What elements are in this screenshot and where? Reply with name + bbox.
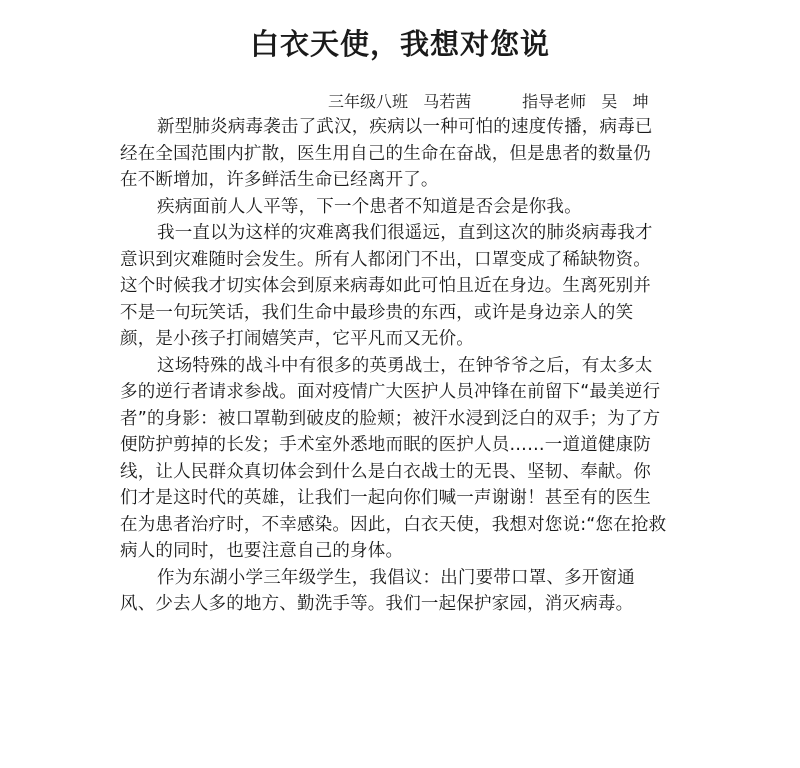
text-line: 们才是这时代的英雄，让我们一起向你们喊一声谢谢！甚至有的医生 [120, 488, 651, 508]
text-line: 新型肺炎病毒袭击了武汉，疾病以一种可怕的速度传播，病毒已 [157, 117, 653, 137]
text-line: 这场特殊的战斗中有很多的英勇战士，在钟爷爷之后，有太多太 [157, 355, 653, 376]
text-line: 线，让人民群众真切体会到什么是白衣战士的无畏、坚韧、奉献。你 [120, 461, 651, 482]
text-line: 经在全国范围内扩散，医生用自己的生命在奋战，但是患者的数量仍 [120, 143, 651, 164]
text-line: 不是一句玩笑话，我们生命中最珍贵的东西，或许是身边亲人的笑 [120, 302, 634, 323]
text-line: 我一直以为这样的灾难离我们很遥远，直到这次的肺炎病毒我才 [157, 223, 653, 243]
text-line: 在为患者治疗时，不幸感染。因此，白衣天使，我想对您说:“您在抢救 [120, 514, 667, 535]
text-line: 疾病面前人人平等，下一个患者不知道是否会是你我。 [157, 196, 582, 217]
text-line: 意识到灾难随时会发生。所有人都闭门不出，口罩变成了稀缺物资。 [120, 249, 651, 270]
text-line: 便防护剪掉的长发；手术室外悉地而眠的医护人员……一道道健康防 [120, 435, 651, 455]
essay-body [120, 114, 692, 618]
document-title: 白衣天使，我想对您说 [249, 27, 550, 61]
text-line: 多的逆行者请求参战。面对疫情广大医护人员冲锋在前留下“最美逆行 [120, 382, 661, 402]
text-line: 在不断增加，许多鲜活生命已经离开了。 [120, 170, 439, 190]
text-line: 者”的身影：被口罩勒到破皮的脸颊；被汗水浸到泛白的双手；为了方 [120, 408, 661, 429]
text-line: 病人的同时，也要注意自己的身体。 [120, 541, 404, 561]
text-line: 颜，是小孩子打闹嬉笑声，它平凡而又无价。 [120, 329, 474, 349]
author-byline: 三年级八班 马若茜 指导老师 吴 坤 [328, 92, 649, 111]
text-line: 这个时候我才切实体会到原来病毒如此可怕且近在身边。生离死别并 [120, 276, 651, 296]
text-line: 作为东湖小学三年级学生，我倡议：出门要带口罩、多开窗通 [157, 567, 635, 588]
text-line: 风、少去人多的地方、勤洗手等。我们一起保护家园，消灭病毒。 [120, 594, 634, 614]
